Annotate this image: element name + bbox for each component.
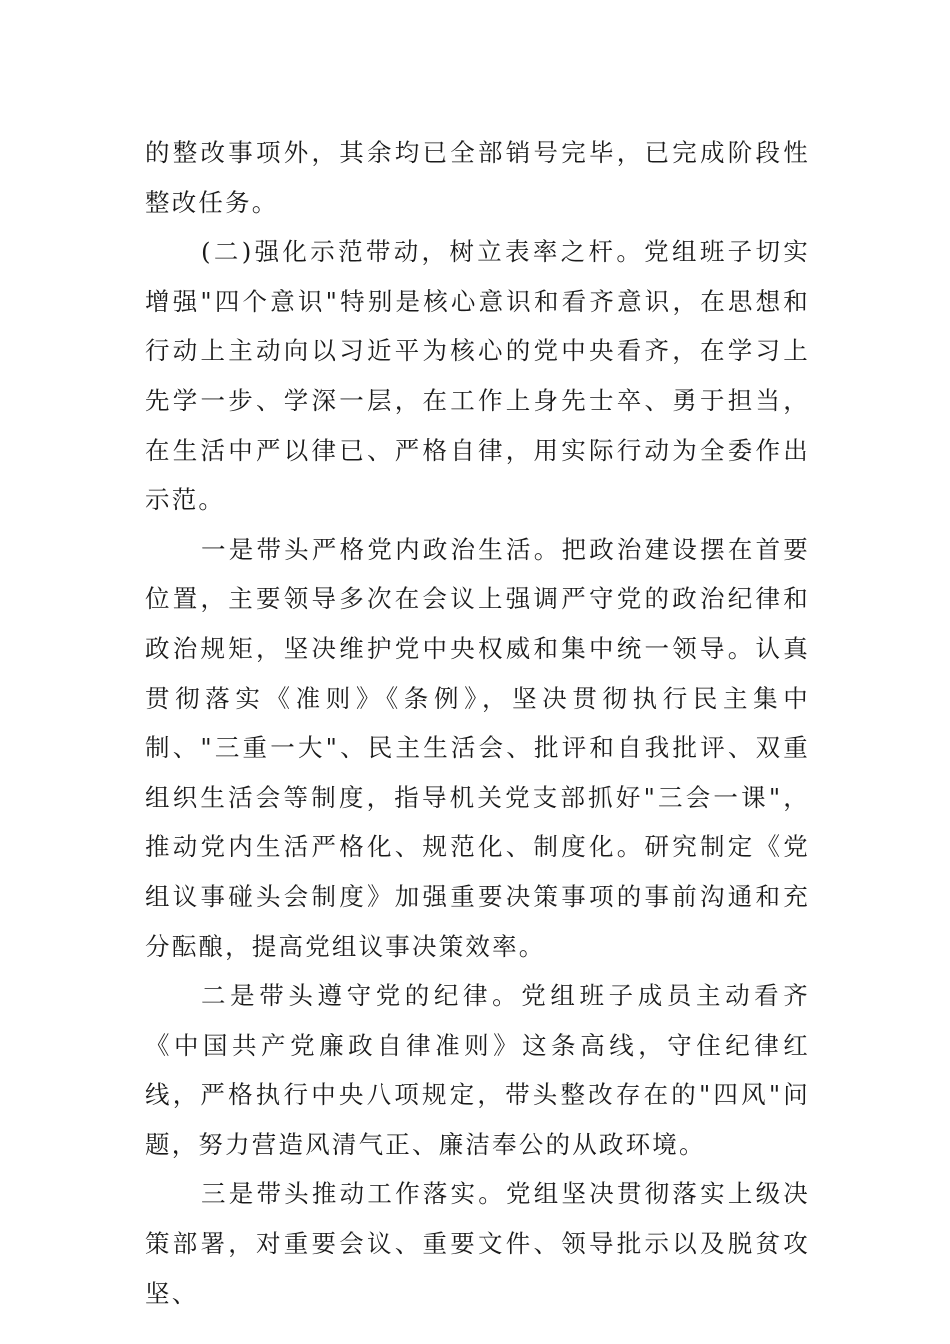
- paragraph-point-two: 二是带头遵守党的纪律。党组班子成员主动看齐《中国共产党廉政自律准则》这条高线，守住纪律红线，严格执行中央八项规定，带头整改存在的"四风"问题，努力营造风清气正、廉洁奉公的从政环境。: [145, 981, 810, 1159]
- paragraph-section-two: (二)强化示范带动，树立表率之杆。党组班子切实增强"四个意识"特别是核心意识和看齐意识，在思想和行动上主动向以习近平为核心的党中央看齐，在学习上先学一步、学深一层，在工作上身先士卒、勇于担当，在生活中严以律已、严格自律，用实际行动为全委作出示范。: [145, 237, 810, 515]
- paragraph-point-one: 一是带头严格党内政治生活。把政治建设摆在首要位置，主要领导多次在会议上强调严守党的政治纪律和政治规矩，坚决维护党中央权威和集中统一领导。认真贯彻落实《准则》《条例》，坚决贯彻执行民主集中制、"三重一大"、民主生活会、批评和自我批评、双重组织生活会等制度，指导机关党支部抓好"三会一课"，推动党内生活严格化、规范化、制度化。研究制定《党组议事碰头会制度》加强重要决策事项的事前沟通和充分酝酿，提高党组议事决策效率。: [145, 534, 810, 961]
- paragraph-point-three: 三是带头推动工作落实。党组坚决贯彻落实上级决策部署，对重要会议、重要文件、领导批示以及脱贫攻坚、: [145, 1179, 810, 1308]
- paragraph-continuation: 的整改事项外，其余均已全部销号完毕，已完成阶段性整改任务。: [145, 138, 810, 217]
- document-body: [145, 128, 810, 1318]
